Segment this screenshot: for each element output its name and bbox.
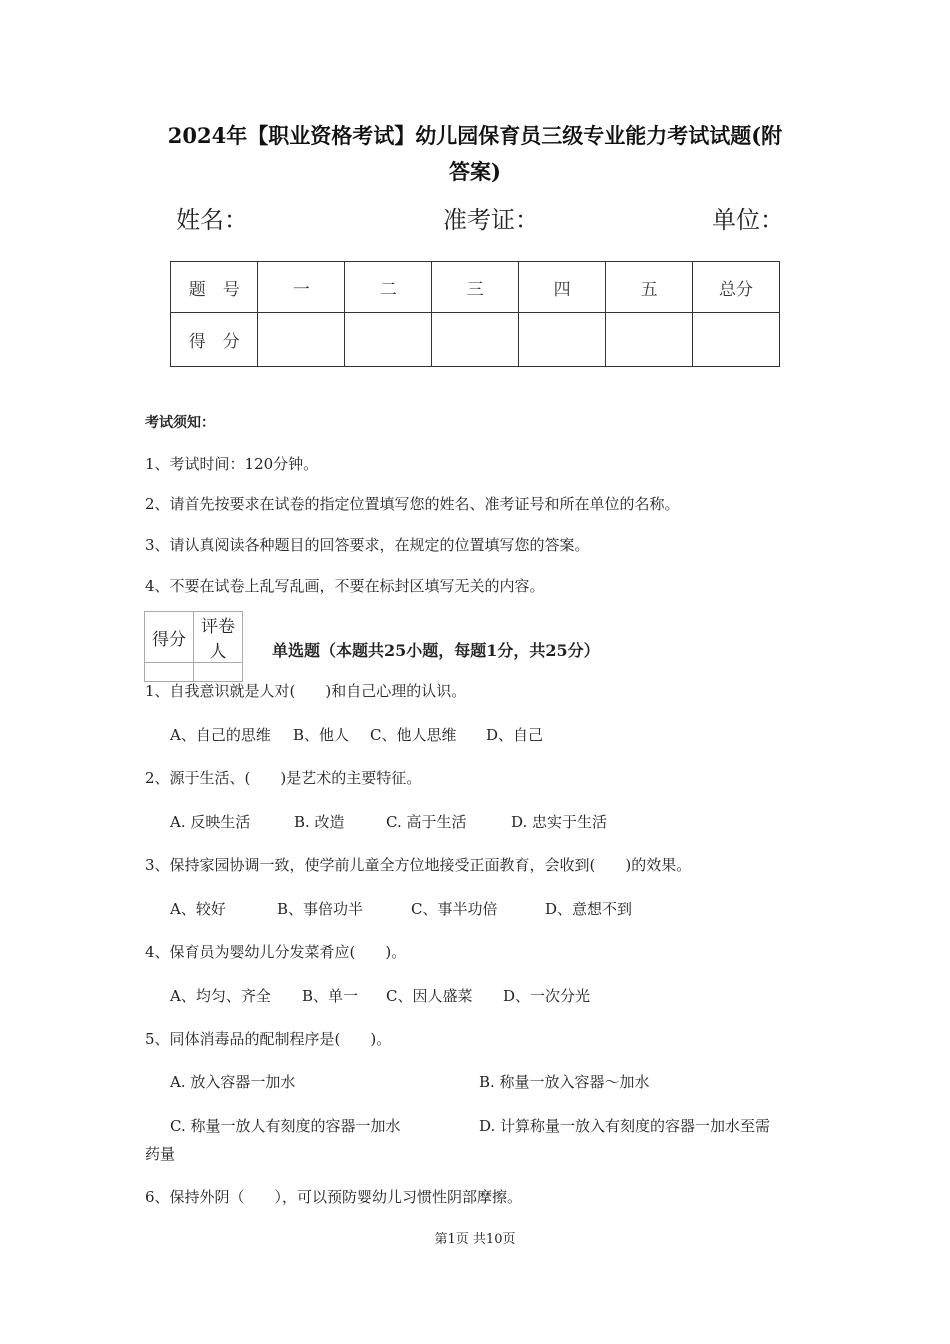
- grader-reviewer-cell[interactable]: [194, 663, 243, 682]
- q4-option-a[interactable]: A、均匀、齐全: [170, 987, 271, 1005]
- q2-option-a[interactable]: A. 反映生活: [170, 813, 251, 831]
- notice-item: 2、请首先按要求在试卷的指定位置填写您的姓名、准考证号和所在单位的名称。: [145, 495, 680, 513]
- title-line-2: 答案): [449, 159, 501, 184]
- score-header-cell: 一: [258, 262, 345, 313]
- notice-item: 1、考试时间：120分钟。: [145, 455, 319, 473]
- score-header-cell: 二: [345, 262, 432, 313]
- q3-option-b[interactable]: B、事倍功半: [277, 900, 364, 918]
- q4-option-b[interactable]: B、单一: [302, 987, 359, 1005]
- q1-option-c[interactable]: C、他人思维: [370, 726, 457, 744]
- score-cell[interactable]: [693, 313, 780, 367]
- score-header-cell: 五: [606, 262, 693, 313]
- notice-item: 4、不要在试卷上乱写乱画，不要在标封区填写无关的内容。: [145, 577, 545, 595]
- ticket-label: 准考证：: [443, 206, 539, 234]
- notice-item: 3、请认真阅读各种题目的回答要求，在规定的位置填写您的答案。: [145, 536, 590, 554]
- score-header-cell: 总分: [693, 262, 780, 313]
- section-title: 单选题（本题共25小题，每题1分，共25分）: [272, 641, 600, 660]
- question-3: 3、保持家园协调一致，使学前儿童全方位地接受正面教育，会收到( )的效果。: [145, 856, 692, 874]
- title-line-1: 2024年【职业资格考试】幼儿园保育员三级专业能力考试试题(附: [167, 123, 783, 148]
- q1-option-b[interactable]: B、他人: [293, 726, 350, 744]
- grader-score-label: 得分: [145, 612, 194, 663]
- score-cell[interactable]: [432, 313, 519, 367]
- question-6: 6、保持外阴（ ），可以预防婴幼儿习惯性阴部摩擦。: [145, 1188, 523, 1206]
- q1-option-d[interactable]: D、自己: [486, 726, 544, 744]
- grader-reviewer-label: 评卷人: [194, 612, 243, 663]
- score-cell[interactable]: [258, 313, 345, 367]
- q4-option-d[interactable]: D、一次分光: [503, 987, 591, 1005]
- q3-option-a[interactable]: A、较好: [170, 900, 226, 918]
- q5-option-b[interactable]: B. 称量一放入容器～加水: [479, 1073, 650, 1091]
- score-header-cell: 题 号: [171, 262, 258, 313]
- grader-score-cell[interactable]: [145, 663, 194, 682]
- q5-option-a[interactable]: A. 放入容器一加水: [170, 1073, 296, 1091]
- score-header-cell: 四: [519, 262, 606, 313]
- question-5: 5、同体消毒品的配制程序是( )。: [145, 1030, 392, 1048]
- name-label: 姓名：: [176, 206, 248, 234]
- q2-option-d[interactable]: D. 忠实于生活: [511, 813, 608, 831]
- grader-box: [144, 611, 243, 682]
- exam-title: [120, 118, 830, 190]
- unit-label: 单位：: [712, 206, 784, 234]
- score-row-label: 得 分: [171, 313, 258, 367]
- question-1: 1、自我意识就是人对( )和自己心理的认识。: [145, 682, 467, 700]
- q4-option-c[interactable]: C、因人盛菜: [386, 987, 473, 1005]
- q5-option-c[interactable]: C. 称量一放人有刻度的容器一加水: [170, 1117, 401, 1135]
- score-table-score-row: [171, 313, 780, 367]
- q5-option-d-continued: 药量: [145, 1145, 176, 1163]
- question-4: 4、保育员为婴幼儿分发菜肴应( )。: [145, 943, 407, 961]
- notice-heading: 考试须知：: [145, 415, 215, 431]
- q1-option-a[interactable]: A、自己的思维: [170, 726, 271, 744]
- q2-option-b[interactable]: B. 改造: [294, 813, 345, 831]
- q3-option-d[interactable]: D、意想不到: [545, 900, 633, 918]
- q3-option-c[interactable]: C、事半功倍: [411, 900, 498, 918]
- q2-option-c[interactable]: C. 高于生活: [386, 813, 467, 831]
- score-cell[interactable]: [606, 313, 693, 367]
- score-table: [170, 261, 780, 367]
- score-table-header-row: [171, 262, 780, 313]
- question-2: 2、源于生活、( )是艺术的主要特征。: [145, 769, 422, 787]
- score-header-cell: 三: [432, 262, 519, 313]
- q5-option-d[interactable]: D. 计算称量一放入有刻度的容器一加水至需: [479, 1117, 771, 1135]
- page-footer: 第1页 共10页: [434, 1232, 516, 1247]
- score-cell[interactable]: [345, 313, 432, 367]
- score-cell[interactable]: [519, 313, 606, 367]
